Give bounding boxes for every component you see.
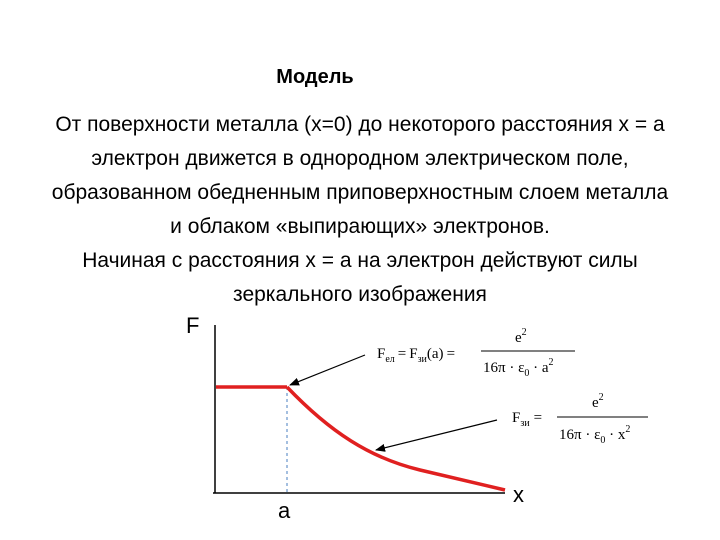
x-axis-label: x <box>513 482 524 507</box>
formula1-eq2: = <box>446 346 456 362</box>
formula1-mid-arg: (a) <box>426 346 444 362</box>
formula1-denominator-sub: 0 <box>524 368 530 379</box>
description-line: От поверхности металла (x=0) до некоторого расстояния x = a <box>55 113 665 136</box>
description-line: зеркального изображения <box>233 283 487 306</box>
formula2-denominator-sub: 0 <box>600 435 606 446</box>
description-line: образованном обедненным приповерхностным слоем металла <box>51 181 669 204</box>
formula1-lhs: F <box>377 346 386 362</box>
description-line: Начиная с расстояния x = a на электрон действуют силы <box>82 249 638 272</box>
svg-text:e2 <box>592 392 604 411</box>
description-line: электрон движется в однородном электрическом поле, <box>91 147 629 170</box>
formula-image-force-at-a <box>377 327 575 379</box>
point-a-label: a <box>278 498 291 523</box>
formula2-denominator-tail: · x <box>605 427 626 443</box>
svg-text:16π · ε0 · x2 <box>559 424 630 446</box>
svg-text:Fзи= <box>512 410 542 429</box>
formula1-denominator-exp: 2 <box>548 357 554 368</box>
formula2-denominator-exp: 2 <box>625 424 631 435</box>
formula2-lhs: F <box>512 410 521 426</box>
pointer-arrow-formula2 <box>376 420 497 450</box>
formula2-denominator: 16π · ε <box>559 427 601 443</box>
slide-title: Модель <box>276 66 354 88</box>
pointer-arrow-formula1 <box>290 355 365 385</box>
description-line: и облаком «выпирающих» электронов. <box>170 215 550 238</box>
svg-text:Fел=Fзи(a)= <box>377 346 455 365</box>
formula1-numerator: e <box>515 330 522 346</box>
formula2-numerator-exp: 2 <box>598 392 604 403</box>
formula1-denominator: 16π · ε <box>483 360 525 376</box>
formula2-lhs-sub: зи <box>520 418 530 429</box>
formula1-mid-sub: зи <box>417 354 427 365</box>
formula-image-force <box>512 392 648 446</box>
formula1-mid: F <box>409 346 418 362</box>
y-axis-label: F <box>186 313 200 338</box>
formula1-numerator-exp: 2 <box>521 327 527 338</box>
svg-text:16π · ε0 · a2 <box>483 357 554 379</box>
svg-text:e2 <box>515 327 527 346</box>
formula1-eq1: = <box>397 346 407 362</box>
formula2-eq: = <box>533 410 543 426</box>
formula1-denominator-tail: · a <box>529 360 549 376</box>
image-force-curve <box>287 387 505 490</box>
formula2-numerator: e <box>592 395 599 411</box>
formula1-lhs-sub: ел <box>385 354 395 365</box>
